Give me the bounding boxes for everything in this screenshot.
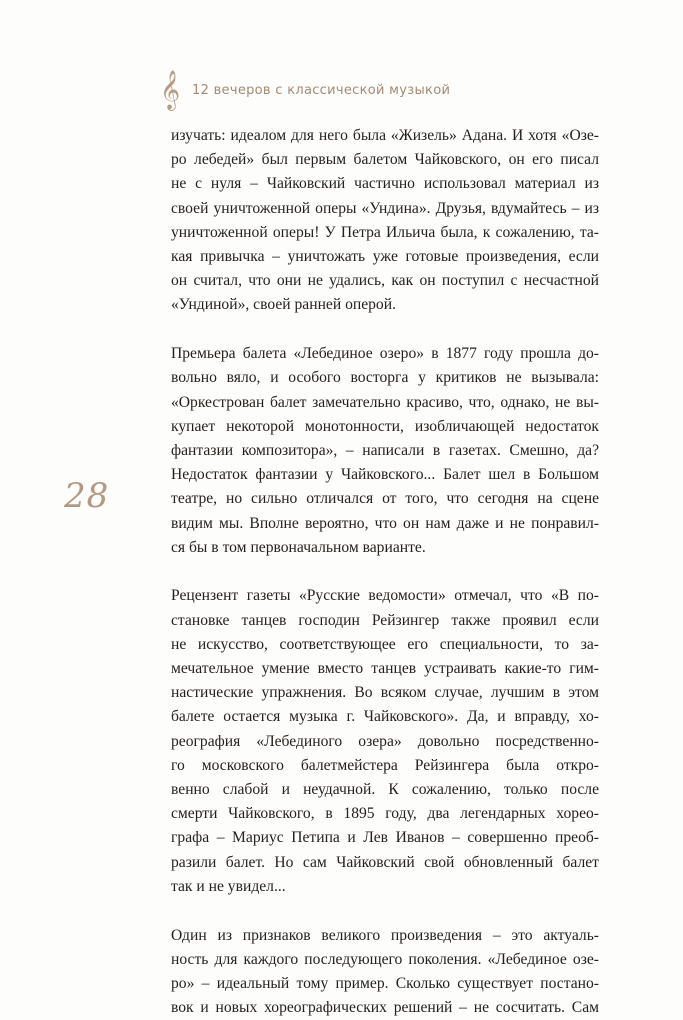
text-line: го московского балетмейстера Рейзингера была откро- — [171, 756, 599, 774]
text-line: «Ундиной», своей ранней оперой. — [171, 296, 396, 314]
text-line: ро» – идеальный тому пример. Сколько существует постано- — [171, 975, 599, 992]
text-line: Премьера балета «Лебединое озеро» в 1877 году прошла до- — [171, 345, 599, 363]
text-line: купает некоторой монотонности, изобличающей недостаток — [171, 417, 599, 435]
text-line: вок и новых хореографических решений – не сосчитать. Сам — [171, 999, 599, 1017]
treble-clef-icon: 𝄞 — [160, 70, 181, 110]
paragraph — [171, 124, 599, 318]
text-line: он считал, что они не удались, как он поступил с несчастной — [171, 272, 599, 290]
text-line: венно слабой и неудачной. К сожалению, только после — [171, 781, 599, 799]
book-title: 12 вечеров с классической музыкой — [192, 82, 451, 98]
text-line: графа – Мариус Петипа и Лев Иванов – совершенно преоб- — [171, 829, 599, 847]
text-line: своей уничтоженной оперы «Ундина». Друзья, вдумайтесь – из — [171, 199, 599, 217]
text-line: не искусство, соответствующее его специальности, то за- — [171, 635, 599, 653]
text-line: фантазии композитора», – написали в газетах. Смешно, да? — [171, 441, 599, 459]
text-line: Один из признаков великого произведения – это актуаль- — [171, 926, 599, 944]
text-line: видим мы. Вполне вероятно, что он нам даже и не понравил- — [171, 514, 599, 532]
text-line: вольно вяло, и особого восторга у критиков не вызывала: — [171, 369, 599, 387]
text-line: Недостаток фантазии у Чайковского... Балет шел в Большом — [171, 466, 599, 484]
text-line: уничтоженной оперы! У Петра Ильича была, к сожалению, та- — [171, 223, 599, 241]
text-line: не с нуля – Чайковский частично использовал материал из — [171, 175, 599, 193]
text-line: Рецензент газеты «Русские ведомости» отмечал, что «В по- — [171, 587, 599, 605]
text-line: реография «Лебединого озера» довольно посредственно- — [171, 732, 599, 750]
paragraph — [171, 924, 599, 1020]
text-line: кая привычка – уничтожать уже готовые произведения, если — [171, 248, 599, 266]
text-line: мечательное умение вместо танцев устраивать какие-то гим- — [171, 660, 599, 678]
paragraph-gap — [171, 899, 599, 924]
paragraph-gap — [171, 318, 599, 343]
body-text — [171, 124, 599, 1020]
text-line: так и не увидел... — [171, 877, 286, 895]
text-line: театре, но сильно отличался от того, что сегодня на сцене — [171, 490, 599, 508]
paragraph — [171, 584, 599, 899]
text-line: ро лебедей» был первым балетом Чайковского, он его писал — [171, 151, 599, 169]
paragraph-gap — [171, 560, 599, 585]
running-head — [160, 70, 450, 110]
text-line: настические упражнения. Во всяком случае, лучшим в этом — [171, 684, 599, 702]
text-line: ность для каждого последующего поколения. «Лебединое озе- — [171, 950, 599, 968]
text-line: становке танцев господин Рейзингер также проявил если — [171, 611, 599, 629]
text-line: «Оркестрован балет замечательно красиво, что, однако, не вы- — [171, 393, 599, 411]
text-line: балете остается музыка г. Чайковского». Да, и вправду, хо- — [171, 708, 599, 726]
text-line: изучать: идеалом для него была «Жизель» Адана. И хотя «Озе- — [171, 127, 599, 144]
text-line: разили балет. Но сам Чайковский свой обновленный балет — [171, 853, 599, 871]
text-line: ся бы в том первоначальном варианте. — [171, 538, 426, 556]
text-line: смерти Чайковского, в 1895 году, два легендарных хорео- — [171, 805, 599, 823]
page-number: 28 — [64, 476, 110, 516]
paragraph — [171, 342, 599, 560]
